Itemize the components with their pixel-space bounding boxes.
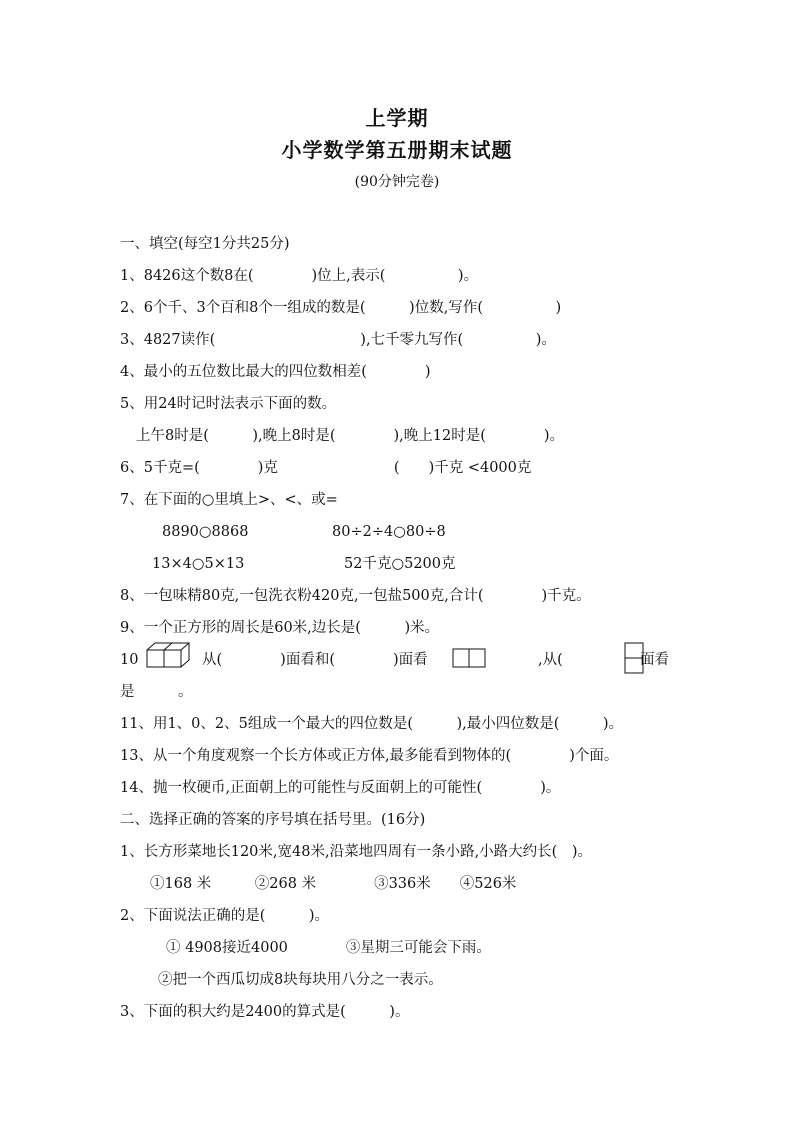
cube-figure	[146, 642, 190, 668]
question-2-2: 2、下面说法正确的是( )。	[120, 908, 330, 924]
question-2-1: 1、长方形菜地长120米,宽48米,沿菜地四周有一条小路,小路大约长( )。	[120, 844, 592, 860]
comparison-d: 52千克○5200克	[344, 556, 456, 572]
question-1-14: 14、抛一枚硬币,正面朝上的可能性与反面朝上的可能性( )。	[120, 780, 561, 796]
question-2-3: 3、下面的积大约是2400的算式是( )。	[120, 1004, 410, 1020]
exam-title: 小学数学第五册期末试题	[281, 138, 513, 162]
question-1-8: 8、一包味精80克,一包洗衣粉420克,一包盐500克,合计( )千克。	[120, 588, 591, 604]
question-1-4: 4、最小的五位数比最大的四位数相差( )	[120, 364, 431, 380]
section1-heading: 一、填空(每空1分共25分)	[120, 236, 290, 252]
question-1-10-text-b: ,从(	[538, 652, 621, 668]
section2-heading: 二、选择正确的答案的序号填在括号里。(16分)	[120, 812, 426, 828]
comparison-c: 13×4○5×13	[152, 556, 245, 572]
question-1-6: 6、5千克=( )克 ( )千克 <4000克	[120, 460, 532, 476]
page-title: 上学期	[365, 106, 429, 130]
question-1-13: 13、从一个角度观察一个长方体或正方体,最多能看到物体的( )个面。	[120, 748, 619, 764]
comparison-b: 80÷2÷4○80÷8	[332, 524, 446, 540]
question-2-1-options: ①168 米 ②268 米 ③336米 ④526米	[150, 876, 517, 892]
question-1-5-sub: 上午8时是( ),晚上8时是( ),晚上12时是( )。	[136, 428, 565, 444]
question-1-10-text-c: 面看	[640, 652, 669, 668]
question-1-10-text-a: 从( )面看和( )面看	[202, 652, 428, 668]
question-1-9: 9、一个正方形的周长是60米,边长是( )米。	[120, 620, 440, 636]
comparison-a: 8890○8868	[162, 524, 249, 540]
exam-duration: (90分钟完卷)	[354, 174, 440, 190]
question-1-1: 1、8426这个数8在( )位上,表示( )。	[120, 268, 479, 284]
question-1-10-number: 10	[120, 652, 139, 668]
question-1-7: 7、在下面的○里填上>、<、或=	[120, 492, 338, 508]
question-1-11: 11、用1、0、2、5组成一个最大的四位数是( ),最小四位数是( )。	[120, 716, 624, 732]
question-2-2-option-a: ① 4908接近4000 ③星期三可能会下雨。	[166, 940, 491, 956]
front-view-figure	[452, 648, 488, 668]
question-1-10-end: 是 。	[120, 684, 193, 700]
question-1-5: 5、用24时记时法表示下面的数。	[120, 396, 337, 412]
question-1-3: 3、4827读作( ),七千零九写作( )。	[120, 332, 556, 348]
question-2-2-option-b: ②把一个西瓜切成8块每块用八分之一表示。	[158, 972, 443, 988]
question-1-2: 2、6个千、3个百和8个一组成的数是( )位数,写作( )	[120, 300, 562, 316]
